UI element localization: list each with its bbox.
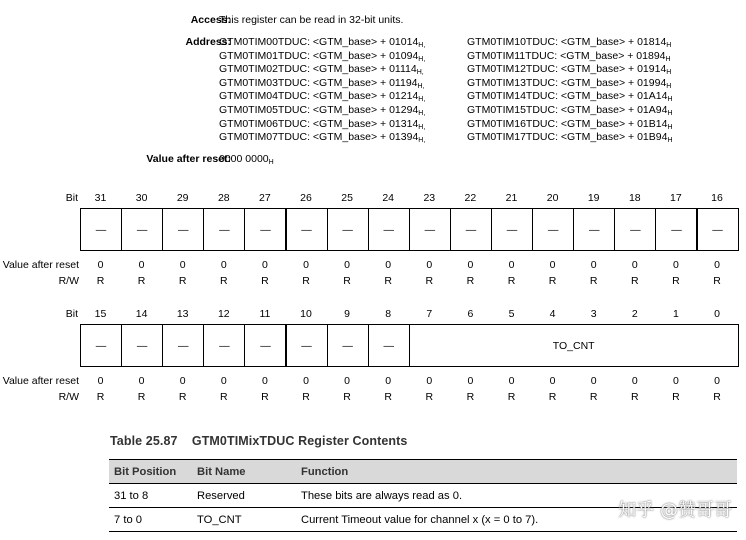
bit-number: 10 — [300, 308, 312, 320]
rw-value: R — [631, 391, 639, 403]
bit-number: 18 — [628, 192, 641, 204]
address-entry — [467, 77, 673, 91]
bit-number: 5 — [508, 308, 515, 320]
address-text: GTM0TIM04TDUC: <GTM_base> + 01214 — [219, 90, 419, 103]
bit-number: 31 — [94, 192, 107, 204]
bit-number: 8 — [385, 308, 392, 320]
address-suffix: H — [667, 96, 673, 104]
address-suffix: H — [666, 42, 672, 49]
address-suffix: H, — [418, 96, 426, 104]
rw-value: R — [548, 275, 557, 287]
bit-number: 30 — [135, 192, 148, 204]
reset-value: 0 — [467, 259, 474, 271]
reset-value: 0 — [631, 259, 638, 271]
rw-value: R — [343, 275, 351, 287]
address-text: GTM0TIM01TDUC: <GTM_base> + 01094 — [219, 49, 419, 62]
reserved-bit-field: — — [203, 208, 245, 251]
address-suffix: H — [667, 137, 673, 145]
rw-value: R — [261, 275, 269, 287]
bit-number: 3 — [590, 308, 597, 320]
rw-value: R — [631, 275, 639, 287]
rw-value: R — [96, 391, 105, 403]
address-text: GTM0TIM03TDUC: <GTM_base> + 01194 — [219, 76, 418, 89]
header-function: Function — [296, 460, 737, 484]
address-text: GTM0TIM06TDUC: <GTM_base> + 01314 — [219, 117, 419, 130]
address-text: GTM0TIM17TDUC: <GTM_base> + 01B94 — [467, 131, 668, 144]
rw-value: R — [672, 275, 680, 287]
reserved-bit-field: — — [491, 208, 533, 251]
rw-value: R — [261, 391, 269, 403]
bit-number: 4 — [549, 308, 556, 320]
address-entry — [467, 104, 673, 118]
rw-value: R — [96, 275, 105, 287]
reserved-bit-field: — — [286, 208, 328, 251]
reset-value: 0 — [261, 375, 268, 387]
rw-row-label: R/W — [58, 391, 79, 403]
address-text: GTM0TIM11TDUC: <GTM_base> + 01894 — [467, 49, 666, 62]
reset-value — [219, 153, 274, 166]
reset-value: 0 — [385, 259, 392, 271]
reset-value: 0 — [508, 259, 515, 271]
reserved-bit-field: — — [80, 324, 122, 367]
rw-value: R — [548, 391, 557, 403]
reset-value: 0 — [631, 375, 638, 387]
row-bit-name: Reserved — [192, 484, 296, 508]
reserved-bit-field: — — [327, 324, 369, 367]
rw-value: R — [713, 391, 721, 403]
address-text: GTM0TIM05TDUC: <GTM_base> + 01294 — [219, 103, 419, 116]
header-bit-name: Bit Name — [192, 460, 296, 484]
reset-value: 0 — [97, 259, 104, 271]
reserved-bit-field: — — [655, 208, 697, 251]
bit-number: 29 — [176, 192, 189, 204]
reset-value: 0 — [672, 259, 679, 271]
address-label: Address: — [185, 36, 231, 48]
bit-number: 12 — [217, 308, 230, 320]
address-entry — [219, 36, 425, 50]
reset-value: 0 — [426, 259, 433, 271]
row-bit-name: TO_CNT — [192, 508, 296, 532]
bit-number: 9 — [344, 308, 351, 320]
bit-number: 16 — [711, 192, 723, 204]
address-entry — [219, 131, 425, 145]
address-text: GTM0TIM14TDUC: <GTM_base> + 01A14 — [467, 90, 668, 103]
reserved-bit-field: — — [450, 208, 492, 251]
bit-number: 21 — [505, 192, 518, 204]
rw-value: R — [220, 275, 228, 287]
reserved-bit-field: — — [162, 208, 204, 251]
address-text: GTM0TIM10TDUC: <GTM_base> + 01814 — [467, 36, 667, 48]
reserved-bit-field: — — [121, 208, 163, 251]
reset-value: 0 — [426, 375, 433, 387]
reset-value: 0 — [467, 375, 474, 387]
row-bit-position: 7 to 0 — [109, 508, 192, 532]
address-text: GTM0TIM13TDUC: <GTM_base> + 01994 — [467, 76, 667, 89]
rw-value: R — [507, 391, 516, 403]
reset-value: 0 — [261, 259, 268, 271]
reserved-bit-field: — — [573, 208, 615, 251]
address-list-left — [219, 36, 425, 145]
rw-value: R — [137, 275, 146, 287]
bit-number: 24 — [382, 192, 395, 204]
bit-number: 27 — [259, 192, 271, 204]
reserved-bit-field: — — [368, 208, 410, 251]
reserved-bit-field: — — [121, 324, 163, 367]
reserved-bit-field: — — [244, 208, 286, 251]
address-entry — [219, 104, 425, 118]
address-entry — [219, 118, 425, 132]
row-bit-position: 31 to 8 — [109, 484, 192, 508]
rw-value: R — [466, 275, 475, 287]
address-suffix: H — [667, 123, 673, 131]
bit-number: 20 — [546, 192, 559, 204]
address-suffix: H, — [416, 69, 424, 77]
reset-value: 0 — [590, 375, 597, 387]
reset-value-suffix: H — [268, 159, 274, 166]
reset-value-text: 0000 0000 — [219, 153, 269, 165]
rw-value: R — [672, 391, 680, 403]
rw-value: R — [178, 391, 187, 403]
row-function: These bits are always read as 0. — [296, 484, 737, 508]
reset-label: Value after reset: — [146, 153, 231, 165]
reserved-bit-field: — — [162, 324, 204, 367]
reserved-bit-field: — — [697, 208, 739, 251]
rw-value: R — [713, 275, 721, 287]
address-entry — [219, 90, 425, 104]
reset-value: 0 — [344, 259, 351, 271]
reset-value: 0 — [179, 259, 186, 271]
reset-value: 0 — [385, 375, 392, 387]
address-suffix: H, — [418, 109, 426, 117]
row-function: Current Timeout value for channel x (x = 0 to 7). — [296, 508, 737, 532]
reserved-bit-field: — — [203, 324, 245, 367]
bit-number: 23 — [423, 192, 436, 204]
bit-number: 22 — [464, 192, 477, 204]
reset-row-label: Value after reset — [2, 375, 79, 387]
rw-value: R — [589, 391, 598, 403]
address-entry — [467, 131, 673, 145]
bit-number: 15 — [94, 308, 107, 320]
bit-number: 11 — [259, 308, 271, 320]
address-suffix: H — [666, 82, 672, 90]
bit-label: Bit — [65, 308, 78, 320]
access-label: Access: — [190, 14, 231, 26]
reset-value: 0 — [179, 375, 186, 387]
access-text: This register can be read in 32-bit units. — [219, 14, 404, 26]
reset-value: 0 — [672, 375, 679, 387]
address-entry — [467, 90, 673, 104]
address-text: GTM0TIM16TDUC: <GTM_base> + 01B14 — [467, 117, 668, 130]
rw-row-label: R/W — [58, 275, 79, 287]
address-text: GTM0TIM02TDUC: <GTM_base> + 01114 — [219, 63, 417, 76]
rw-value: R — [220, 391, 228, 403]
address-suffix: H — [667, 109, 673, 117]
reset-row-label: Value after reset — [2, 259, 79, 271]
rw-value: R — [507, 275, 516, 287]
reserved-bit-field: — — [327, 208, 369, 251]
reset-value: 0 — [508, 375, 515, 387]
reset-value: 0 — [220, 259, 227, 271]
rw-value: R — [466, 391, 475, 403]
rw-value: R — [137, 391, 146, 403]
rw-value: R — [425, 391, 434, 403]
address-suffix: H, — [418, 42, 426, 49]
reset-value: 0 — [344, 375, 351, 387]
reset-value: 0 — [220, 375, 227, 387]
address-suffix: H, — [418, 123, 426, 131]
address-text: GTM0TIM12TDUC: <GTM_base> + 01914 — [467, 63, 667, 76]
rw-value: R — [589, 275, 598, 287]
rw-value: R — [302, 391, 310, 403]
reserved-bit-field: — — [368, 324, 410, 367]
reserved-bit-field: — — [614, 208, 656, 251]
address-entry — [219, 77, 425, 91]
bit-number: 2 — [631, 308, 638, 320]
bit-number: 14 — [135, 308, 148, 320]
address-suffix: H — [665, 55, 671, 63]
address-entry — [219, 50, 425, 64]
address-list-right — [467, 36, 673, 145]
bit-number: 7 — [426, 308, 433, 320]
reserved-bit-field: — — [244, 324, 286, 367]
bit-number: 26 — [300, 192, 312, 204]
address-entry — [467, 118, 673, 132]
reset-value: 0 — [549, 259, 556, 271]
address-text: GTM0TIM15TDUC: <GTM_base> + 01A94 — [467, 103, 668, 116]
reserved-bit-field: — — [409, 208, 451, 251]
watermark-text: 知乎 @赞哥哥 — [618, 500, 732, 521]
table-title: Table 25.87 GTM0TIMixTDUC Register Contents — [110, 434, 408, 448]
address-text: GTM0TIM07TDUC: <GTM_base> + 01394 — [219, 131, 419, 144]
reset-value: 0 — [303, 375, 309, 387]
reset-value: 0 — [714, 259, 720, 271]
rw-value: R — [425, 275, 434, 287]
address-suffix: H — [666, 69, 672, 77]
reset-value: 0 — [138, 259, 145, 271]
address-text: GTM0TIM00TDUC: <GTM_base> + 01014 — [219, 36, 419, 48]
reserved-bit-field: — — [286, 324, 328, 367]
reset-value: 0 — [97, 375, 104, 387]
reset-value: 0 — [714, 375, 720, 387]
table-header-row — [109, 460, 737, 484]
reset-value: 0 — [303, 259, 309, 271]
rw-value: R — [302, 275, 310, 287]
bit-number: 19 — [587, 192, 600, 204]
bit-number: 6 — [467, 308, 474, 320]
rw-value: R — [178, 275, 187, 287]
address-entry — [467, 63, 673, 77]
address-suffix: H, — [417, 82, 425, 90]
bit-number: 0 — [714, 308, 720, 320]
reset-value: 0 — [549, 375, 556, 387]
reset-value: 0 — [590, 259, 597, 271]
address-entry — [467, 50, 673, 64]
bit-number: 28 — [217, 192, 230, 204]
bit-number: 13 — [176, 308, 189, 320]
address-suffix: H, — [418, 137, 426, 145]
bit-number: 25 — [341, 192, 353, 204]
rw-value: R — [343, 391, 351, 403]
reset-value: 0 — [138, 375, 145, 387]
bit-label: Bit — [65, 192, 78, 204]
reserved-bit-field: — — [80, 208, 122, 251]
address-entry — [219, 63, 425, 77]
rw-value: R — [384, 275, 392, 287]
field-to-cnt: TO_CNT — [409, 324, 739, 367]
header-bit-position: Bit Position — [109, 460, 192, 484]
address-suffix: H, — [418, 55, 426, 63]
reserved-bit-field: — — [532, 208, 574, 251]
address-entry — [467, 36, 673, 50]
rw-value: R — [384, 391, 392, 403]
bit-number: 17 — [670, 192, 682, 204]
bit-number: 1 — [672, 308, 679, 320]
